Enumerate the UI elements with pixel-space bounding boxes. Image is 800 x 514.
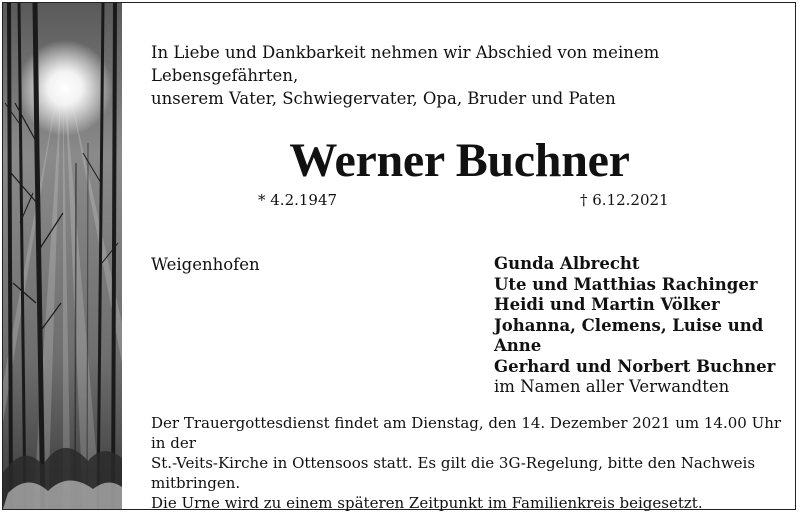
intro-line-1: In Liebe und Dankbarkeit nehmen wir Abschied von meinem Lebensgefährten, (151, 43, 660, 85)
deceased-name: Werner Buchner (289, 134, 630, 187)
mourners-closing: im Namen aller Verwandten (494, 377, 730, 396)
mourner-name: Gunda Albrecht (494, 254, 640, 273)
mourner-name: Heidi und Martin Völker (494, 295, 720, 314)
place-name: Weigenhofen (151, 255, 260, 274)
forest-sunlight-photo (3, 3, 122, 509)
mourners-list (494, 254, 800, 398)
intro-text (151, 41, 791, 110)
funeral-info (151, 413, 791, 513)
funeral-line-1: Der Trauergottesdienst findet am Dienstag, den 14. Dezember 2021 um 14.00 Uhr in der (151, 414, 782, 452)
mourner-name: Johanna, Clemens, Luise und Anne (494, 315, 764, 355)
funeral-line-3: Die Urne wird zu einem späteren Zeitpunkt im Familienkreis beigesetzt. (151, 494, 703, 512)
funeral-line-2: St.-Veits-Kirche in Ottensoos statt. Es gilt die 3G-Regelung, bitte den Nachweis mitbringen. (151, 454, 756, 492)
death-date: † 6.12.2021 (580, 191, 669, 209)
intro-line-2: unserem Vater, Schwiegervater, Opa, Bruder und Paten (151, 89, 616, 108)
birth-date: * 4.2.1947 (258, 191, 338, 209)
mourner-name: Ute und Matthias Rachinger (494, 274, 758, 294)
mourner-name: Gerhard und Norbert Buchner (494, 356, 776, 376)
